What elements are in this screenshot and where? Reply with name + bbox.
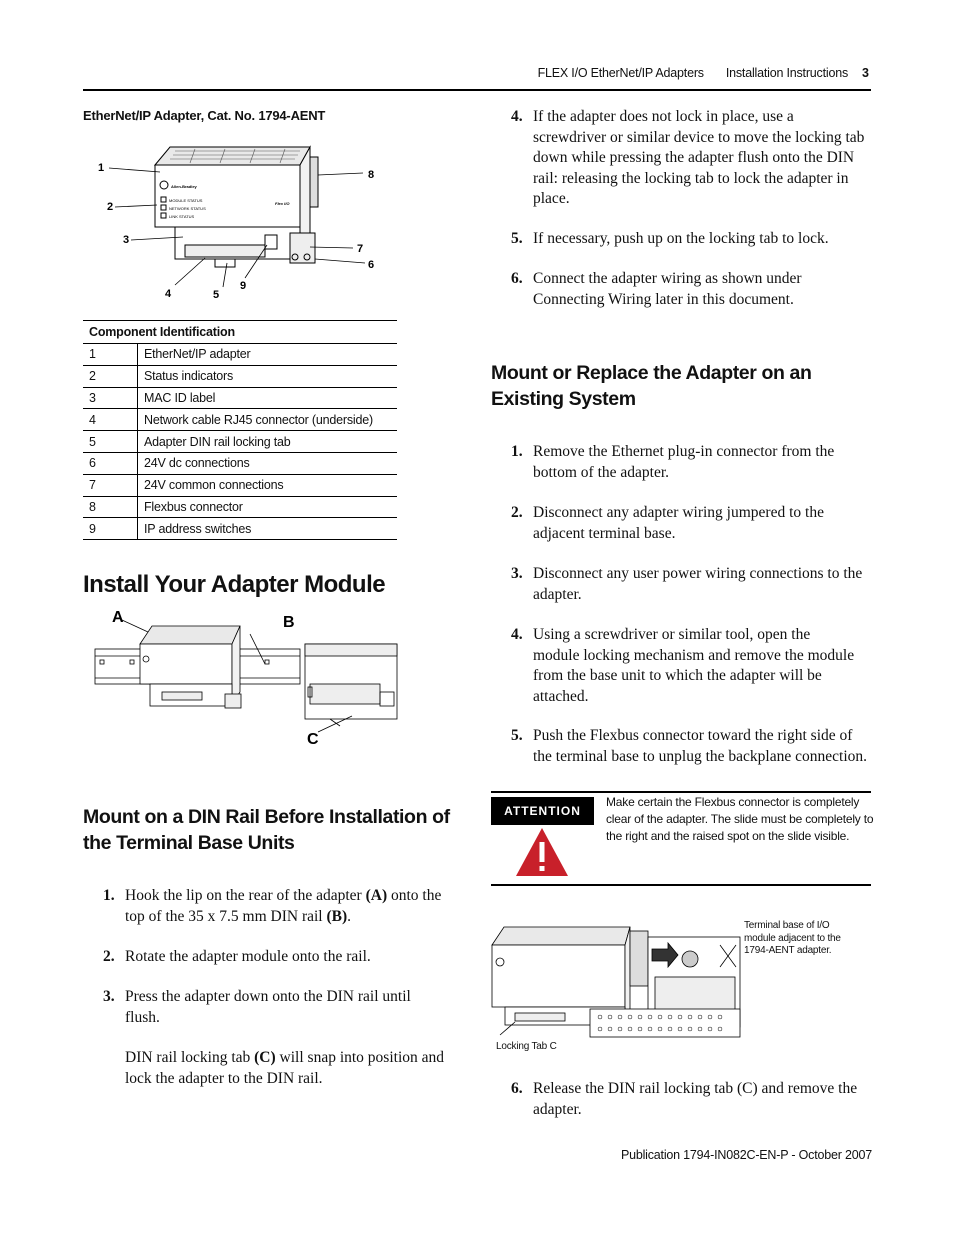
install-step-5: 5. If necessary, push up on the locking tab to lock.	[511, 230, 829, 247]
table-row: 9 IP address switches	[83, 518, 397, 540]
din-note: DIN rail locking tab (C) will snap into position and lock the adapter to the DIN rail.	[125, 1049, 445, 1087]
figure-label-a: A	[112, 609, 124, 626]
install-step-4: 4. If the adapter does not lock in place, use a screwdriver or similar device to move the locking tab down while pressing the adapter flush onto the DIN rail: releasing the locking tab to lock the adapter in place.	[511, 108, 865, 207]
publication-footer: Publication 1794-IN082C-EN-P - October 2007	[620, 1148, 872, 1162]
replace-step-4: 4. Using a screwdriver or similar tool, open the module locking mechanism and remove the module from the base unit to which the adapter will be attached.	[511, 626, 855, 705]
table-row: 6 24V dc connections	[83, 452, 397, 474]
adapter-diagram	[95, 135, 395, 310]
din-step-2: 2. Rotate the adapter module onto the rail.	[103, 948, 371, 965]
table-row: 5 Adapter DIN rail locking tab	[83, 431, 397, 453]
section-heading-install: Install Your Adapter Module	[83, 571, 386, 598]
figure-label-c: C	[307, 731, 319, 748]
din-step-1: 1. Hook the lip on the rear of the adapter (A) onto the top of the 35 x 7.5 mm DIN rail (B).	[103, 887, 442, 925]
device-product-text: Flex I/O	[275, 201, 290, 206]
component-table	[83, 320, 397, 540]
figure-label-b: B	[283, 614, 295, 631]
callout-9: 9	[240, 280, 247, 292]
callout-2: 2	[107, 201, 114, 213]
callout-5: 5	[213, 289, 220, 301]
header-doc-title: FLEX I/O EtherNet/IP Adapters	[537, 66, 704, 80]
attention-top-rule	[491, 791, 871, 793]
attention-badge: ATTENTION	[491, 797, 594, 825]
page-number: 3	[862, 66, 869, 80]
device-network-status-text: NETWORK STATUS	[169, 206, 206, 211]
attention-bottom-rule	[491, 884, 871, 886]
callout-7: 7	[357, 243, 364, 255]
header-section: Installation Instructions	[725, 66, 848, 80]
figure-caption: EtherNet/IP Adapter, Cat. No. 1794-AENT	[83, 108, 326, 123]
callout-6: 6	[368, 259, 375, 271]
install-step-6: 6. Connect the adapter wiring as shown under Connecting Wiring later in this document.	[511, 270, 802, 308]
device-link-status-text: LINK STATUS	[169, 214, 195, 219]
table-row: 1 EtherNet/IP adapter	[83, 344, 397, 366]
figure-locking-label: Locking Tab C	[496, 1041, 557, 1052]
replace-step-1: 1. Remove the Ethernet plug-in connector from the bottom of the adapter.	[511, 443, 835, 481]
replace-step-5: 5. Push the Flexbus connector toward the right side of the terminal base to unplug the backplane connection.	[511, 727, 867, 765]
callout-4: 4	[165, 288, 172, 300]
callout-1: 1	[98, 162, 105, 174]
table-row: 3 MAC ID label	[83, 387, 397, 409]
table-row: 7 24V common connections	[83, 474, 397, 496]
section-heading-din-rail: Mount on a DIN Rail Before Installation of the Terminal Base Units	[83, 806, 450, 854]
component-table-header: Component Identification	[83, 321, 397, 344]
attention-text: Make certain the Flexbus connector is completely clear of the adapter. The slide must be completely to the right and the raised spot on the slide visible.	[606, 795, 874, 843]
din-rail-mount-diagram	[90, 604, 410, 749]
figure-note: Terminal base of I/O module adjacent to the 1794-AENT adapter.	[744, 920, 841, 956]
din-step-3: 3. Press the adapter down onto the DIN rail until flush.	[103, 988, 411, 1026]
section-heading-replace: Mount or Replace the Adapter on an Existing System	[491, 362, 812, 410]
replace-step-6: 6. Release the DIN rail locking tab (C) and remove the adapter.	[511, 1080, 858, 1118]
table-row: 2 Status indicators	[83, 365, 397, 387]
callout-8: 8	[368, 169, 375, 181]
warning-icon	[514, 826, 570, 878]
header-rule	[83, 89, 871, 91]
table-row: 4 Network cable RJ45 connector (underside)	[83, 409, 397, 431]
running-header	[516, 66, 848, 80]
replace-step-3: 3. Disconnect any user power wiring connections to the adapter.	[511, 565, 863, 603]
terminal-base-diagram	[490, 917, 745, 1057]
replace-step-2: 2. Disconnect any adapter wiring jumpered to the adjacent terminal base.	[511, 504, 824, 542]
table-row: 8 Flexbus connector	[83, 496, 397, 518]
device-brand-text: Allen-Bradley	[171, 184, 197, 189]
device-module-status-text: MODULE STATUS	[169, 198, 203, 203]
callout-3: 3	[123, 234, 130, 246]
